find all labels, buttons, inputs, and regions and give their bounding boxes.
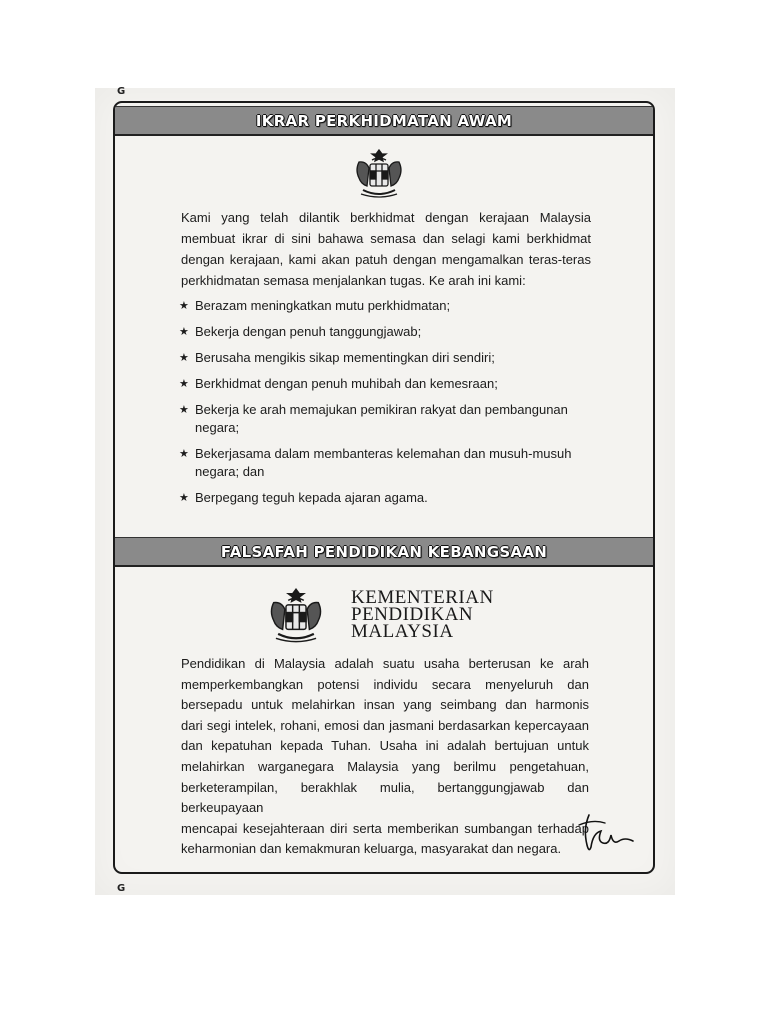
ikrar-intro <box>181 207 591 291</box>
coat-of-arms-icon <box>351 148 407 200</box>
ikrar-pledge-list <box>179 297 599 515</box>
star-bullet-icon: ★ <box>179 300 189 312</box>
ikrar-intro-line: membuat ikrar di sini bahawa semasa dan selagi kami berkhidmat <box>181 231 591 246</box>
ministry-name-line: PENDIDIKAN <box>351 604 474 625</box>
signature-icon <box>573 803 643 863</box>
falsafah-line: bersepadu untuk melahirkan insan yang seimbang dan harmonis <box>181 697 589 713</box>
ikrar-intro-line: Kami yang telah dilantik berkhidmat dengan kerajaan Malaysia <box>181 210 591 225</box>
ministry-name-line: MALAYSIA <box>351 621 454 642</box>
pledge-item: ★ Berkhidmat dengan penuh muhibah dan kemesraan; <box>179 376 498 391</box>
falsafah-line: memperkembangkan potensi individu secara menyeluruh dan <box>181 676 589 692</box>
falsafah-body <box>181 654 589 860</box>
page-mark-bottom: G <box>117 883 126 894</box>
ikrar-intro-line: perkhidmatan semasa menjalankan tugas. Ke arah ini kami: <box>181 273 526 288</box>
falsafah-line: Pendidikan di Malaysia adalah suatu usaha berterusan ke arah <box>181 656 589 671</box>
falsafah-line: melahirkan warganegara Malaysia yang berilmu pengetahuan, <box>181 758 589 774</box>
falsafah-line: dari segi intelek, rohani, emosi dan jasmani berdasarkan kepercayaan <box>181 717 589 733</box>
document-frame <box>113 101 655 874</box>
falsafah-line: mencapai kesejahteraan diri serta memberikan sumbangan terhadap <box>181 820 589 836</box>
falsafah-line: dan kepatuhan kepada Tuhan. Usaha ini adalah bertujuan untuk <box>181 738 589 754</box>
pledge-item: ★ Bekerjasama dalam membanteras kelemahan dan musuh-musuh negara; dan <box>179 446 572 479</box>
ikrar-title-banner <box>115 106 653 136</box>
page-mark-top: G <box>117 86 126 97</box>
ikrar-intro-line: dengan kerajaan, kami akan patuh dengan mengamalkan teras-teras <box>181 252 591 267</box>
falsafah-title-banner <box>115 537 653 567</box>
star-bullet-icon: ★ <box>179 492 189 504</box>
falsafah-line: keharmonian dan kemakmuran keluarga, masyarakat dan negara. <box>181 841 562 857</box>
falsafah-title: FALSAFAH PENDIDIKAN KEBANGSAAN <box>220 542 548 561</box>
pledge-item: ★ Bekerja ke arah memajukan pemikiran rakyat dan pembangunan negara; <box>179 402 568 435</box>
pledge-item: ★ Bekerja dengan penuh tanggungjawab; <box>179 324 422 339</box>
falsafah-line: berketerampilan, berakhlak mulia, bertanggungjawab dan berkeupayaan <box>181 779 589 816</box>
pledge-item: ★ Berazam meningkatkan mutu perkhidmatan; <box>179 298 451 313</box>
star-bullet-icon: ★ <box>179 378 189 390</box>
ministry-name <box>351 589 494 640</box>
ministry-name-line: KEMENTERIAN <box>351 587 494 608</box>
star-bullet-icon: ★ <box>179 352 189 364</box>
pledge-item: ★ Berpegang teguh kepada ajaran agama. <box>179 490 428 505</box>
star-bullet-icon: ★ <box>179 448 189 460</box>
ikrar-title: IKRAR PERKHIDMATAN AWAM <box>255 111 513 130</box>
star-bullet-icon: ★ <box>179 326 189 338</box>
ministry-crest-icon <box>264 587 328 645</box>
star-bullet-icon: ★ <box>179 404 189 416</box>
pledge-item: ★ Berusaha mengikis sikap mementingkan diri sendiri; <box>179 350 495 365</box>
